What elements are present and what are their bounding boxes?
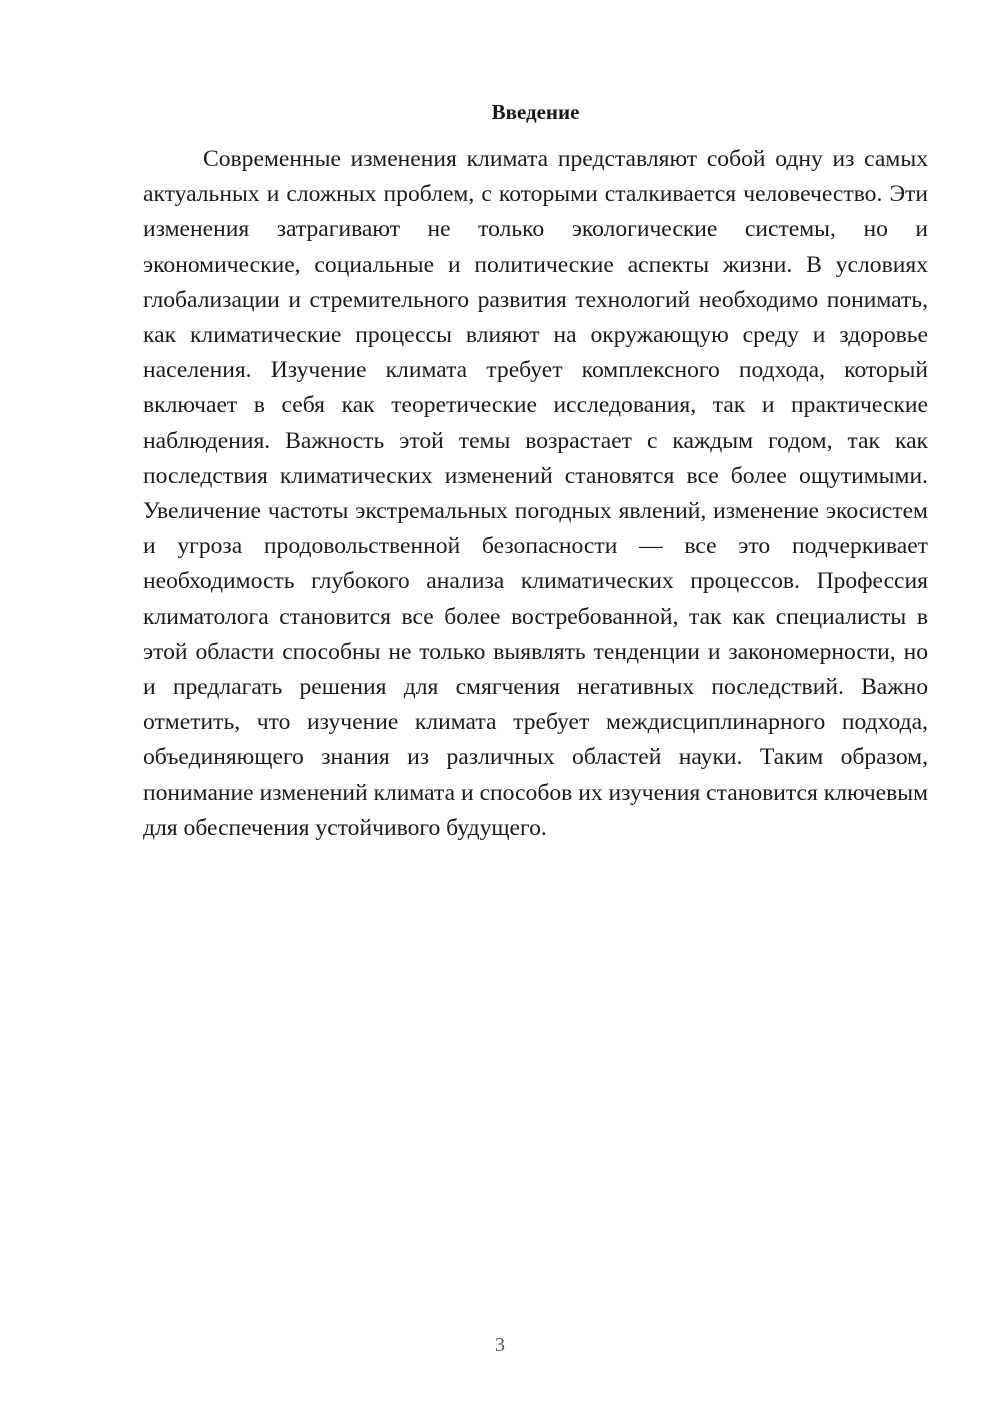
page-number: 3 [495,1334,505,1356]
body-paragraph: Современные изменения климата представляют собой одну из самых актуальных и сложных проблем, с которыми сталкивается человечество. Эти изменения затрагивают не только экологические системы, но и экономические, социальные и политические аспекты жизни. В условиях глобализации и стремительного развития технологий необходимо понимать, как климатические процессы влияют на окружающую среду и здоровье населения. Изучение климата требует комплексного подхода, который включает в себя как теоретические исследования, так и практические наблюдения. Важность этой темы возрастает с каждым годом, так как последствия климатических изменений становятся все более ощутимыми. Увеличение частоты экстремальных погодных явлений, изменение экосистем и угроза продовольственной безопасности — все это подчеркивает необходимость глубокого анализа климатических процессов. Профессия климатолога становится все более востребованной, так как специалисты в этой области способны не только выявлять тенденции и закономерности, но и предлагать решения для смягчения негативных последствий. Важно отметить, что изучение климата требует междисциплинарного подхода, объединяющего знания из различных областей науки. Таким образом, понимание изменений климата и способов их изучения становится ключевым для обеспечения устойчивого будущего. [143,146,928,841]
section-heading: Введение [491,100,580,124]
